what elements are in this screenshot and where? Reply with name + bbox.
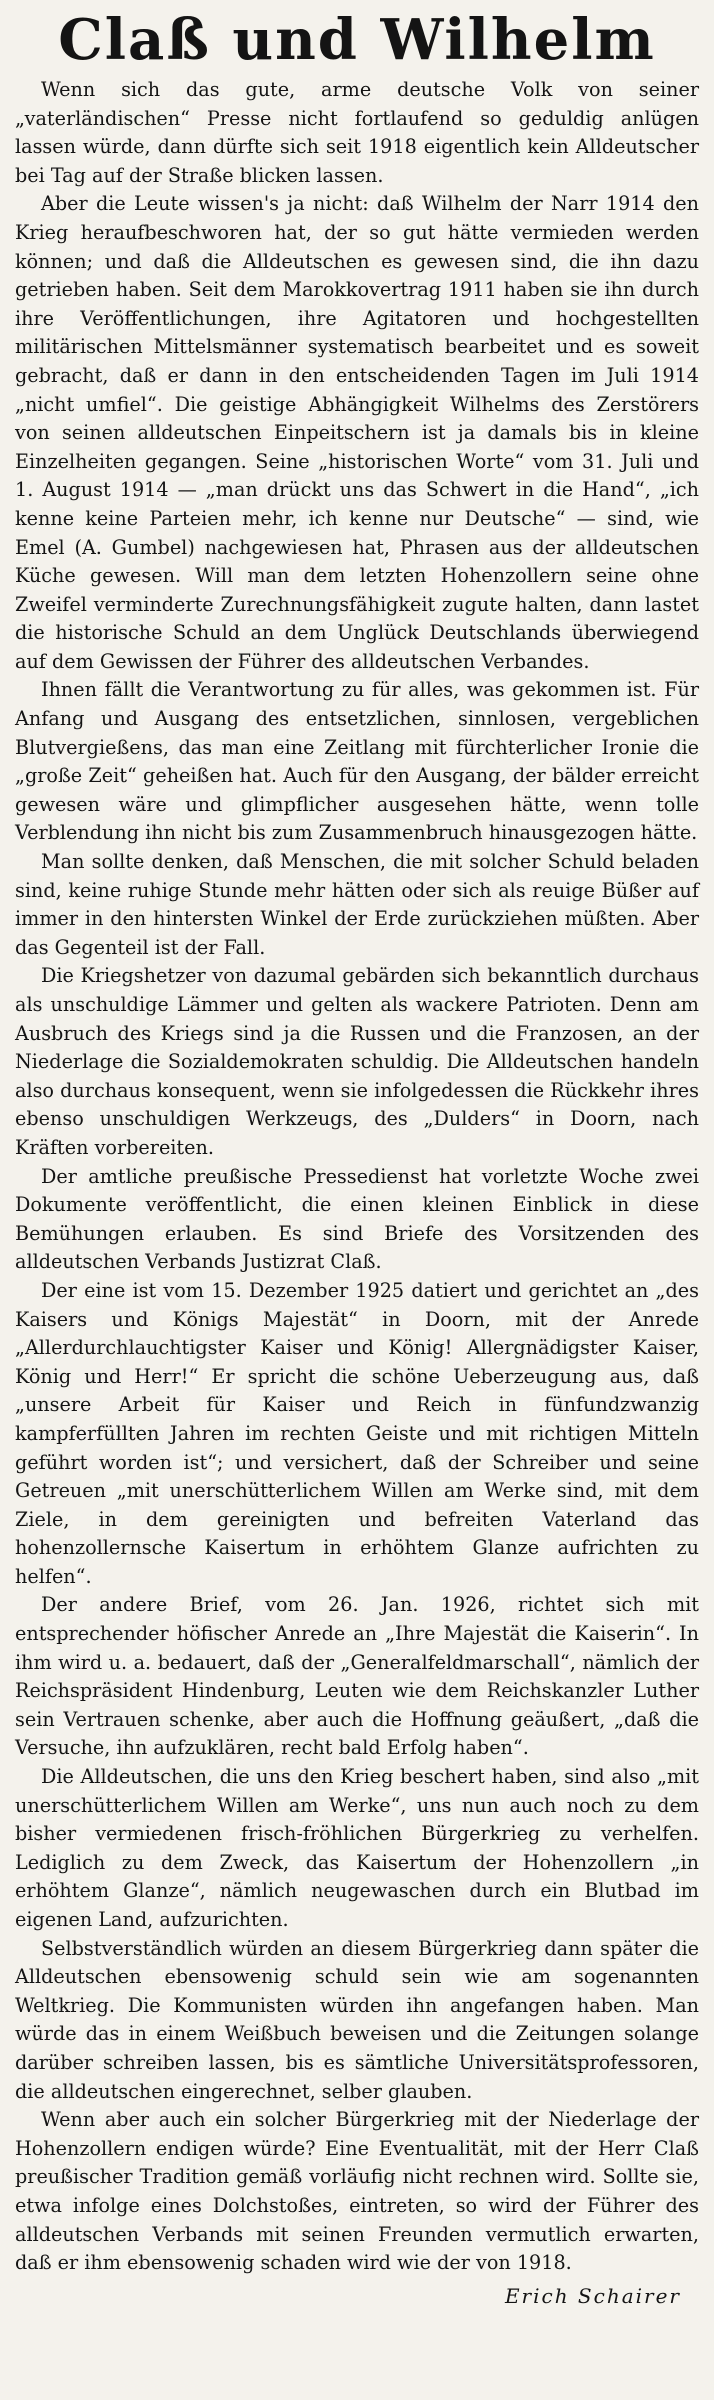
paragraph: Die Kriegshetzer von dazumal gebärden sich bekanntlich durchaus als unschuldige Lämmer und gelten als wackere Patrioten. Denn am Ausbruch des Kriegs sind ja die Russen und die Franzosen, an der Niederlage die Sozialdemokraten schuldig. Die Alldeutschen handeln also durchaus konsequent, wenn sie infolgedessen die Rückkehr ihres ebenso unschuldigen Werkzeugs, des „Dulders“ in Doorn, nach Kräften vorbereiten. (15, 964, 699, 1159)
paragraph: Wenn sich das gute, arme deutsche Volk von seiner „vaterländischen“ Presse nicht fortlaufend so geduldig anlügen lassen würde, dann dürfte sich seit 1918 eigentlich kein Alldeutscher bei Tag auf der Straße blicken lassen. (15, 78, 699, 187)
paragraph: Man sollte denken, daß Menschen, die mit solcher Schuld beladen sind, keine ruhige Stunde mehr hätten oder sich als reuige Büßer auf immer in den hintersten Winkel der Erde zurückziehen müßten. Aber das Gegenteil ist der Fall. (15, 850, 699, 959)
paragraph: Die Alldeutschen, die uns den Krieg beschert haben, sind also „mit unerschütterlichem Willen am Werke“, uns nun auch noch zu dem bisher vermiedenen frisch-fröhlichen Bürgerkrieg zu verhelfen. Lediglich zu dem Zweck, das Kaisertum der Hohenzollern „in erhöhtem Glanze“, nämlich neugewaschen durch ein Blutbad im eigenen Land, aufzurichten. (15, 1765, 699, 1931)
paragraph: Der eine ist vom 15. Dezember 1925 datiert und gerichtet an „des Kaisers und Königs Majestät“ in Doorn, mit der Anrede „Allerdurchlauchtigster Kaiser und König! Allergnädigster Kaiser, König und Herr!“ Er spricht die schöne Ueberzeugung aus, daß „unsere Arbeit für Kaiser und Reich in fünfundzwanzig kampferfüllten Jahren im rechten Geiste und mit richtigen Mitteln geführt worden ist“; und versichert, daß der Schreiber und seine Getreuen „mit unerschütterlichem Willen am Werke sind, mit dem Ziele, in dem gereinigten und befreiten Vaterland das hohenzollernsche Kaisertum in erhöhtem Glanze aufrichten zu helfen“. (15, 1278, 699, 1588)
article-body (15, 76, 699, 2278)
paragraph: Selbstverständlich würden an diesem Bürgerkrieg dann später die Alldeutschen ebensowenig schuld sein wie am sogenannten Weltkrieg. Die Kommunisten würden ihn angefangen haben. Man würde das in einem Weißbuch beweisen und die Zeitungen solange darüber schreiben lassen, bis es sämtliche Universitätsprofessoren, die alldeutschen eingerechnet, selber glauben. (15, 1936, 699, 2103)
paragraph: Ihnen fällt die Verantwortung zu für alles, was gekommen ist. Für Anfang und Ausgang des entsetzlichen, sinnlosen, vergeblichen Blutvergießens, das man eine Zeitlang mit fürchterlicher Ironie die „große Zeit“ geheißen hat. Auch für den Ausgang, der bälder erreicht gewesen wäre und glimpflicher ausgesehen hätte, wenn tolle Verblendung ihn nicht bis zum Zusammenbruch hinausgezogen hätte. (15, 678, 699, 845)
paragraph: Der andere Brief, vom 26. Jan. 1926, richtet sich mit entsprechender höfischer Anrede an „Ihre Majestät die Kaiserin“. In ihm wird u. a. bedauert, daß der „Generalfeldmarschall“, nämlich der Reichspräsident Hindenburg, Leuten wie dem Reichskanzler Luther sein Vertrauen schenke, aber auch die Hoffnung geäußert, „daß die Versuche, ihn aufzuklären, recht bald Erfolg haben“. (15, 1593, 699, 1760)
paragraph: Wenn aber auch ein solcher Bürgerkrieg mit der Niederlage der Hohenzollern endigen würde? Eine Eventualität, mit der Herr Claß preußischer Tradition gemäß vorläufig nicht rechnen wird. Sollte sie, etwa infolge eines Dolchstoßes, eintreten, so wird der Führer des alldeutschen Verbands mit seinen Freunden vermutlich erwarten, daß er ihm ebensowenig schaden wird wie der von 1918. (15, 2108, 699, 2275)
article-title: Claß und Wilhelm (58, 7, 656, 73)
author-signature: Erich Schairer (504, 2283, 681, 2308)
paragraph: Der amtliche preußische Pressedienst hat vorletzte Woche zwei Dokumente veröffentlicht, die einen kleinen Einblick in diese Bemühungen erlauben. Es sind Briefe des Vorsitzenden des alldeutschen Verbands Justizrat Claß. (15, 1164, 699, 1274)
paragraph: Aber die Leute wissen's ja nicht: daß Wilhelm der Narr 1914 den Krieg heraufbeschworen hat, der so gut hätte vermieden werden können; und daß die Alldeutschen es gewesen sind, die ihn dazu getrieben haben. Seit dem Marokkovertrag 1911 haben sie ihn durch ihre Veröffentlichungen, ihre Agitatoren und hochgestellten militärischen Mittelsmänner systematisch bearbeitet und es soweit gebracht, daß er dann in den entscheidenden Tagen im Juli 1914 „nicht umfiel“. Die geistige Abhängigkeit Wilhelms des Zerstörers von seinen alldeutschen Einpeitschern ist ja damals bis in kleine Einzelheiten gegangen. Seine „historischen Worte“ vom 31. Juli und 1. August 1914 — „man drückt uns das Schwert in die Hand“, „ich kenne keine Parteien mehr, ich kenne nur Deutsche“ — sind, wie Emel (A. Gumbel) nachgewiesen hat, Phrasen aus der alldeutschen Küche gewesen. Will man dem letzten Hohenzollern seine ohne Zweifel verminderte Zurechnungsfähigkeit zugute halten, dann lastet die historische Schuld an dem Unglück Deutschlands überwiegend auf dem Gewissen der Führer des alldeutschen Verbandes. (15, 192, 699, 673)
